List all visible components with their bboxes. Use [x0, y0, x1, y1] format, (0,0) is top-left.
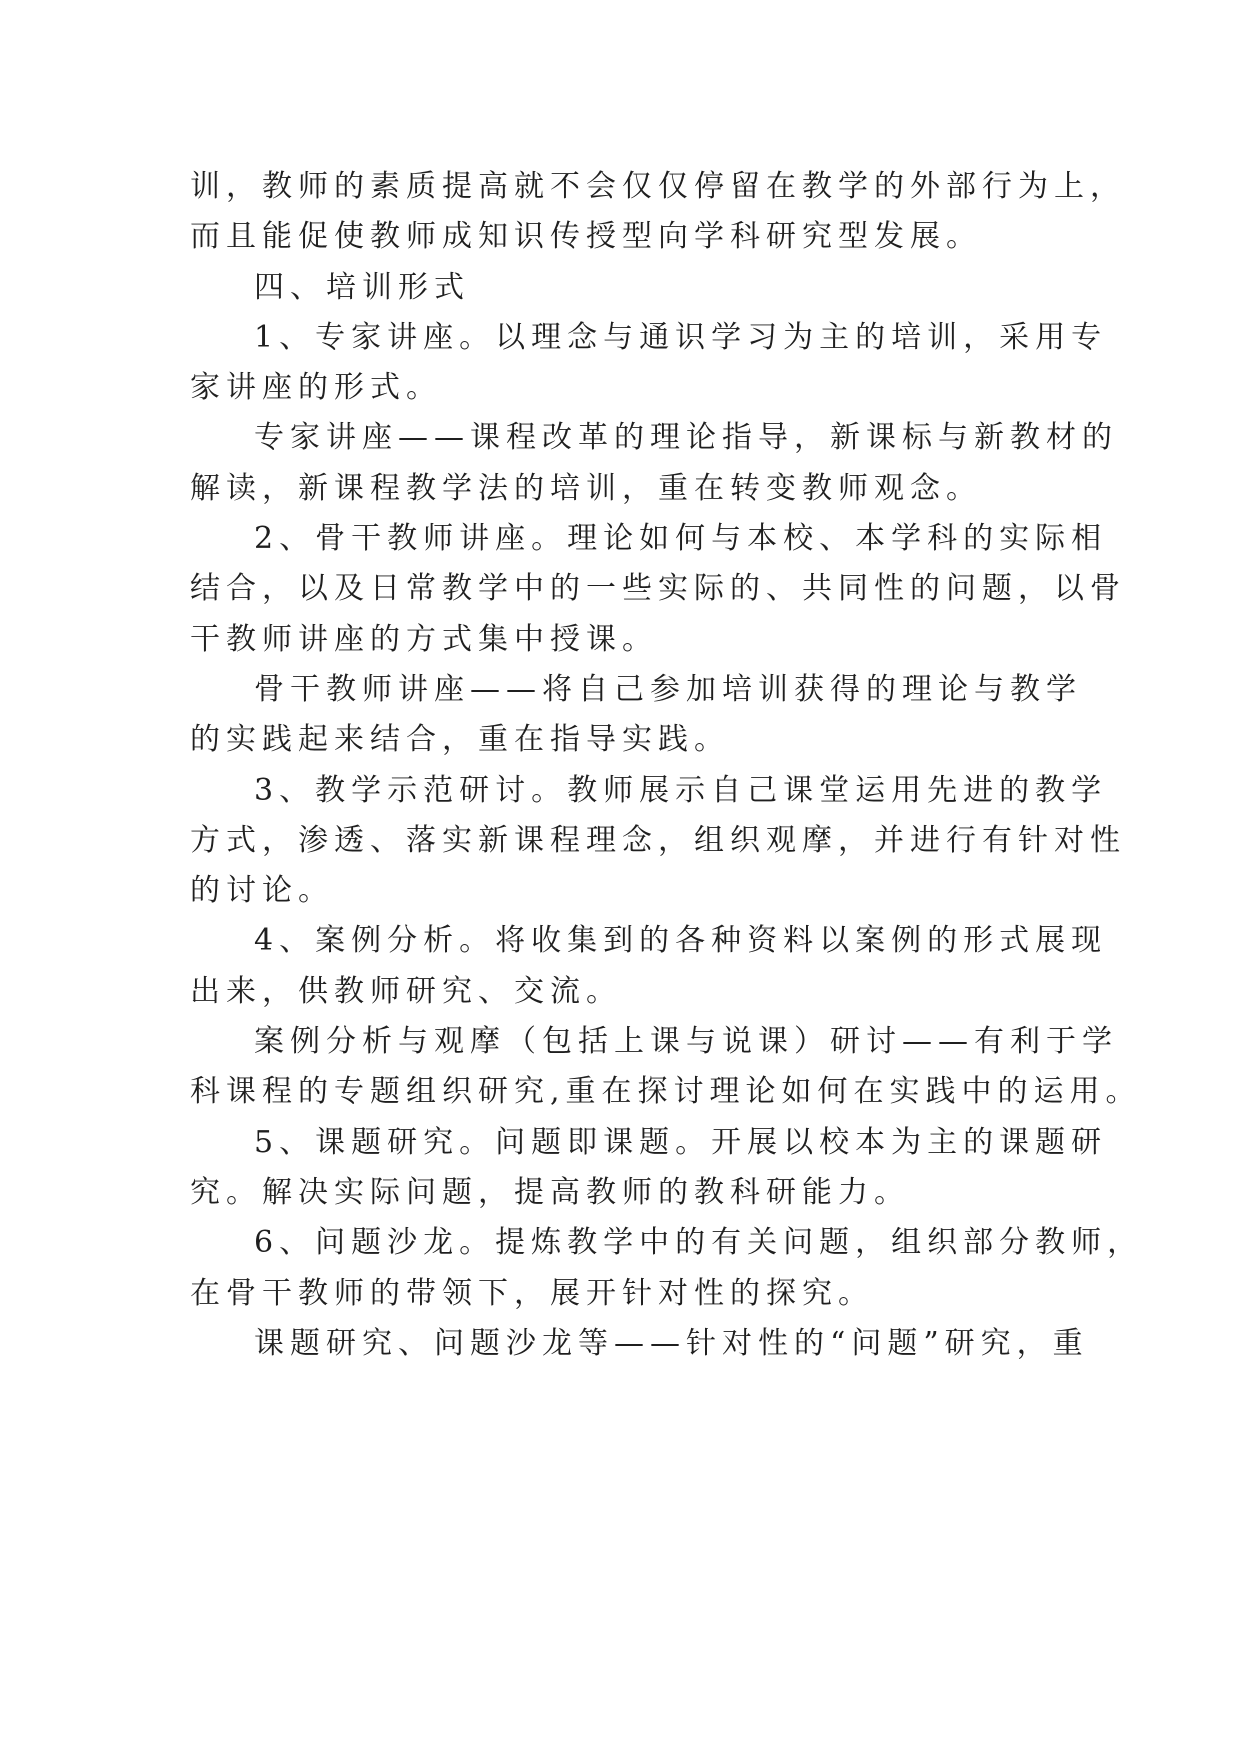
text-line: 的讨论。 [190, 873, 334, 909]
text-line: 课题研究、问题沙龙等——针对性的“问题”研究，重 [254, 1325, 1089, 1361]
text-line: 家讲座的形式。 [190, 370, 442, 406]
text-line: 训，教师的素质提高就不会仅仅停留在教学的外部行为上， [190, 169, 1126, 204]
text-line: 骨干教师讲座——将自己参加培训获得的理论与教学 [254, 671, 1082, 707]
text-line: 5、课题研究。问题即课题。开展以校本为主的课题研 [254, 1124, 1108, 1160]
text-line: 科课程的专题组织研究,重在探讨理论如何在实践中的运用。 [190, 1074, 1142, 1110]
document-body [190, 162, 1144, 1369]
text-line: 在骨干教师的带领下，展开针对性的探究。 [190, 1275, 874, 1311]
text-line: 6、问题沙龙。提炼教学中的有关问题，组织部分教师， [254, 1225, 1144, 1261]
text-line: 2、骨干教师讲座。理论如何与本校、本学科的实际相 [254, 521, 1108, 557]
text-line: 干教师讲座的方式集中授课。 [190, 621, 658, 657]
text-line: 的实践起来结合，重在指导实践。 [190, 722, 730, 758]
text-line: 案例分析与观摩（包括上课与说课）研讨——有利于学 [254, 1024, 1118, 1060]
text-line: 方式，渗透、落实新课程理念，组织观摩，并进行有针对性 [190, 822, 1126, 858]
text-line: 出来，供教师研究、交流。 [190, 973, 622, 1009]
text-line: 4、案例分析。将收集到的各种资料以案例的形式展现 [254, 923, 1108, 959]
text-line: 专家讲座——课程改革的理论指导，新课标与新教材的 [254, 420, 1118, 456]
text-line: 解读，新课程教学法的培训，重在转变教师观念。 [190, 470, 982, 506]
text-line: 3、教学示范研讨。教师展示自己课堂运用先进的教学 [254, 772, 1108, 808]
text-line: 而且能促使教师成知识传授型向学科研究型发展。 [190, 219, 982, 255]
text-line: 结合，以及日常教学中的一些实际的、共同性的问题，以骨 [190, 571, 1126, 607]
text-line: 究。解决实际问题，提高教师的教科研能力。 [190, 1174, 910, 1210]
section-heading: 四、培训形式 [254, 269, 470, 305]
text-line: 1、专家讲座。以理念与通识学习为主的培训，采用专 [254, 319, 1108, 355]
